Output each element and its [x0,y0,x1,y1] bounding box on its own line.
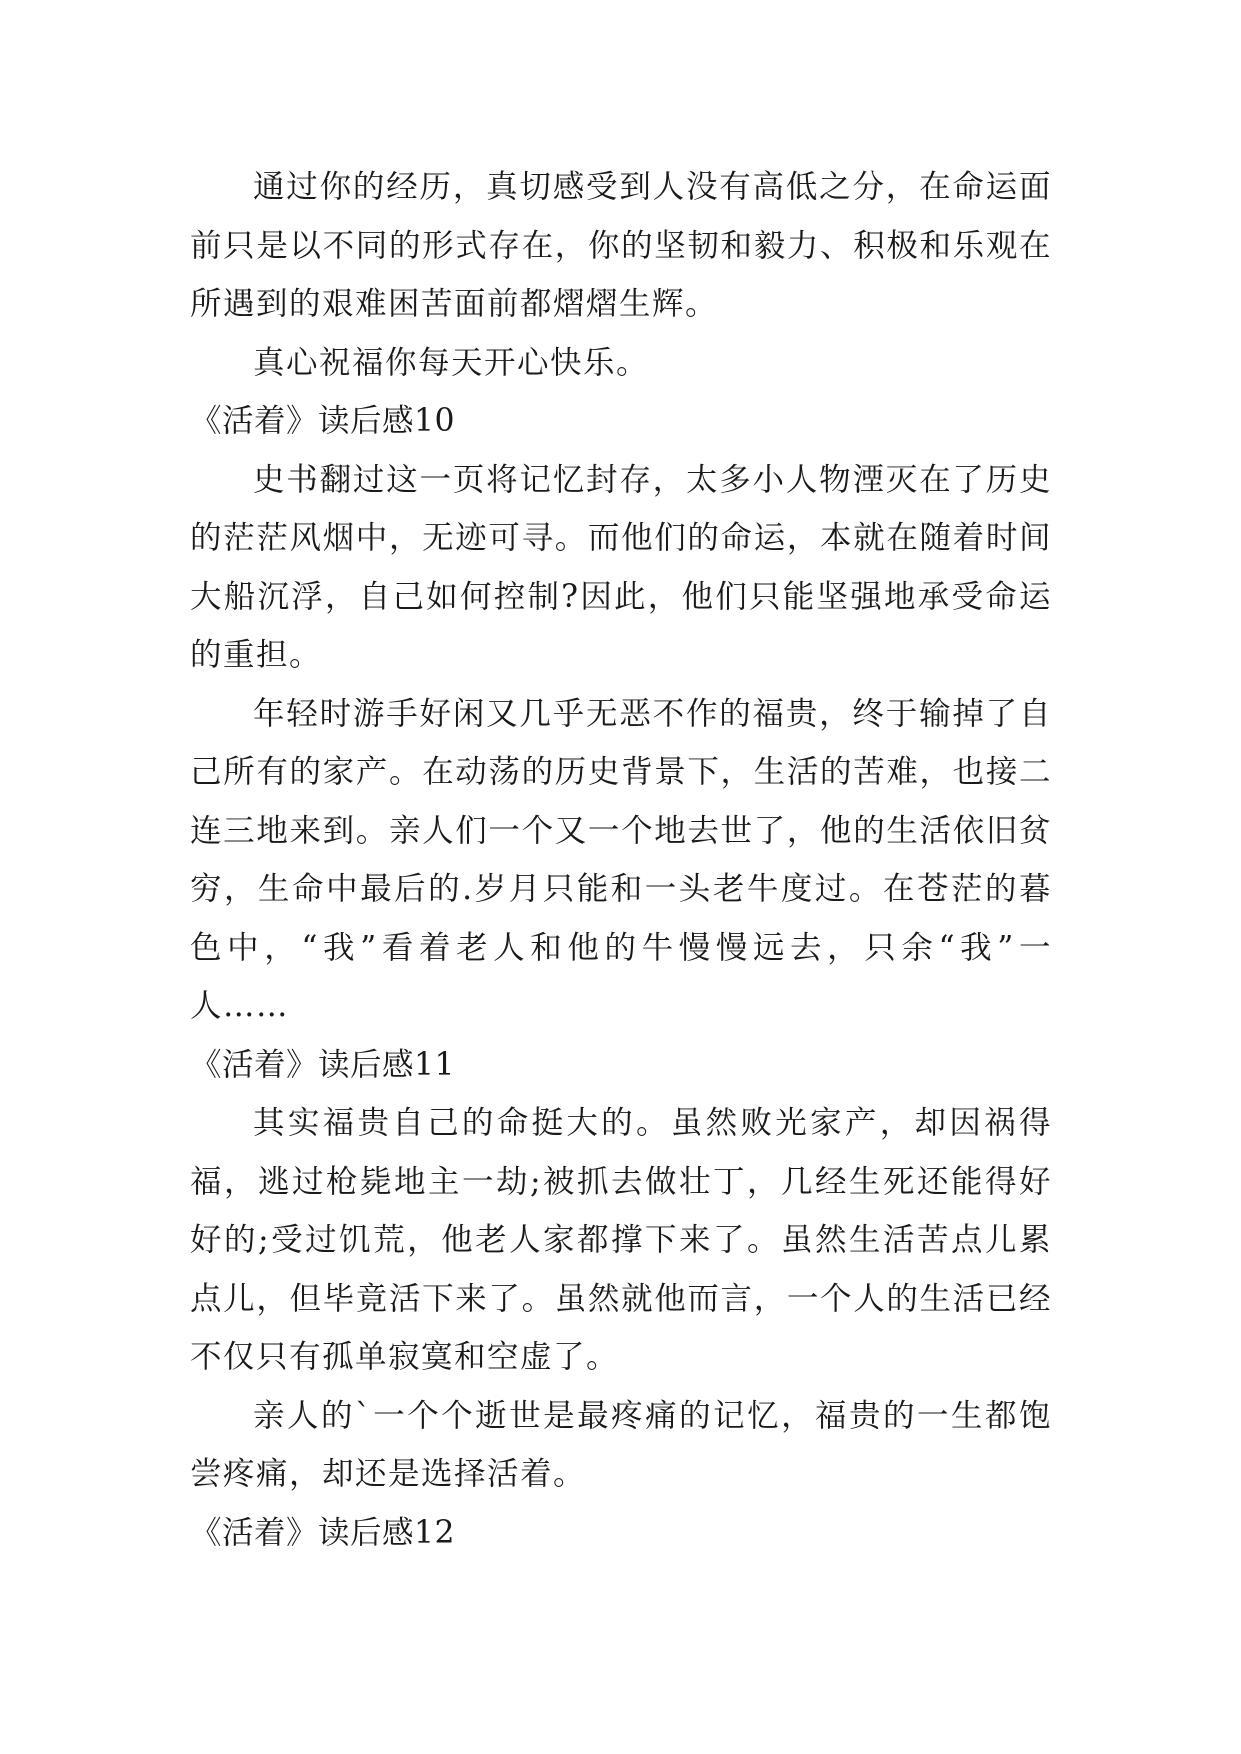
paragraph: 亲人的`一个个逝世是最疼痛的记忆，福贵的一生都饱尝疼痛，却还是选择活着。 [190,1397,1052,1492]
section-heading: 《活着》读后感11 [190,1046,456,1083]
paragraph: 年轻时游手好闲又几乎无恶不作的福贵，终于输掉了自己所有的家产。在动荡的历史背景下，生活的苦难，也接二连三地来到。亲人们一个又一个地去世了，他的生活依旧贫穷，生命中最后的.岁月只能和一头老牛度过。在苍茫的暮色中，“我”看着老人和他的牛慢慢远去，只余“我”一人…… [190,695,1052,1024]
paragraph: 其实福贵自己的命挺大的。虽然败光家产，却因祸得福，逃过枪毙地主一劫;被抓去做壮丁，几经生死还能得好好的;受过饥荒，他老人家都撑下来了。虽然生活苦点儿累点儿，但毕竟活下来了。虽然就他而言，一个人的生活已经不仅只有孤单寂寞和空虚了。 [190,1105,1052,1375]
document-body [190,158,1052,1562]
section-heading: 《活着》读后感12 [190,1514,456,1551]
paragraph: 真心祝福你每天开心快乐。 [253,344,650,381]
paragraph: 通过你的经历，真切感受到人没有高低之分，在命运面前只是以不同的形式存在，你的坚韧和毅力、积极和乐观在所遇到的艰难困苦面前都熠熠生辉。 [190,169,1052,322]
paragraph: 史书翻过这一页将记忆封存，太多小人物湮灭在了历史的茫茫风烟中，无迹可寻。而他们的命运，本就在随着时间大船沉浮，自己如何控制?因此，他们只能坚强地承受命运的重担。 [190,461,1052,673]
section-heading: 《活着》读后感10 [190,403,456,439]
